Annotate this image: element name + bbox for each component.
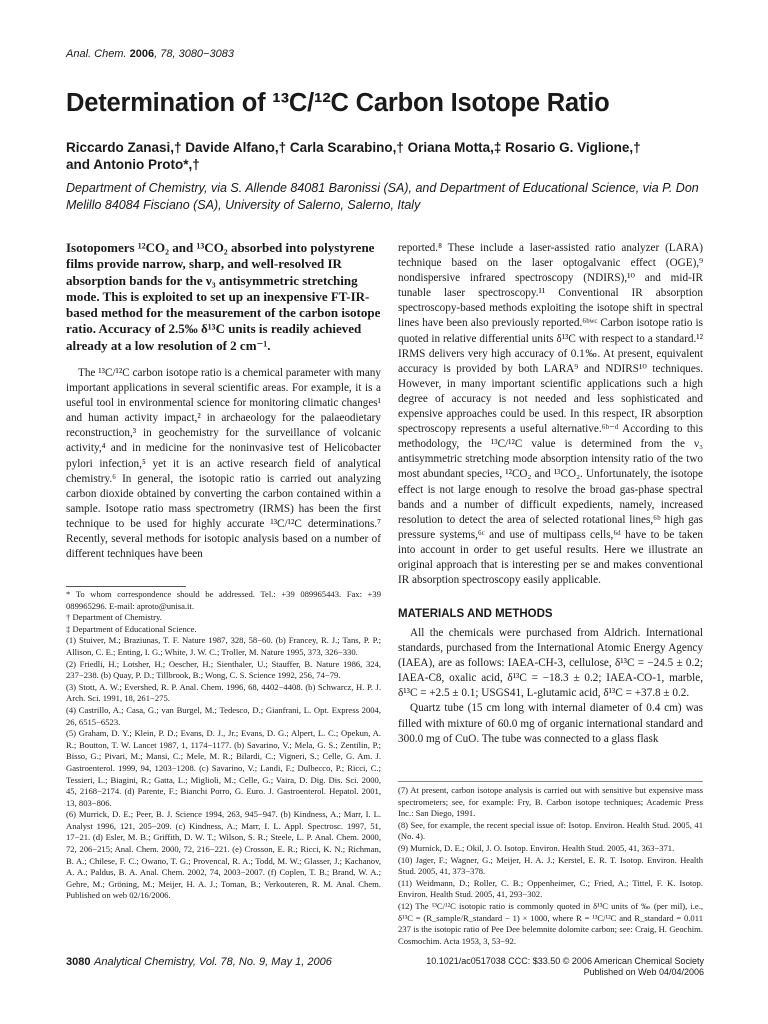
intro-paragraph-continued: reported.⁸ These include a laser-assisted ratio analyzer (LARA) technique based on the laser optogalvanic effect (OGE),⁹ nondispersive infrared spectroscopy (NDIRS),¹⁰ and mid-IR tunable laser spectroscopy.¹¹ Conventional IR absorption spectroscopy-based methods exploiting the isotope shift in spectral lines have been also previously reported.⁶ᵇʷᶜ Carbon isotope ratio is quoted in relative differential units δ¹³C with respect to a standard.¹² IRMS delivers very high accuracy of 0.1‰. At present, equivalent accuracy is provided by both LARA⁹ and NDIRS¹⁰ techniques. However, in many important scientific applications such a high degree of accuracy is not needed and less sophisticated and expensive approaches could be used. In this respect, IR absorption spectroscopy represents a useful alternative.⁶ᵇ⁻ᵈ According to this methodology, the ¹³C/¹²C value is determined from the ν₃ antisymmetric stretching mode absorption intensity ratio of the two most abundant species, ¹²CO₂ and ¹³CO₂. Unfortunately, the isotope effect is not large enough to resolve the broad gas-phase spectral bands and a number of difficult expedients, namely, increased resolution to detect the area of selected rotational lines,⁶ᵇ high gas pressure systems,⁶ᶜ and use of multipass cells,⁶ᵈ have to be taken into account in order to get useful results. Here we illustrate an original approach that is interesting per se and makes conventional IR absorption spectroscopy easily applicable. [398,242,703,587]
reference-2: (2) Friedli, H.; Lotsher, H.; Oescher, H.; Sienthaler, U.; Stauffer, B. Nature 1986, 324, 237−238. (b) Quay, P. D.; Tillbrook, B.; Wong, C. S. Science 1992, 256, 74−79. [66,658,381,681]
reference-10: (10) Jager, F.; Wagner, G.; Meijer, H. A. J.; Kerstel, E. R. T. Isotop. Environ. Health Stud. 2005, 41, 373−378. [398,854,703,877]
reference-5: (5) Graham, D. Y.; Klein, P. D.; Evans, D. J., Jr.; Evans, D. G.; Alpert, L. C.; Opekun, A. R.; Boutton, T. W. Lancet 1987, 1, 1174−1177. (b) Savarino, V.; Mela, G. S.; Zentilin, P.; Bisso, G.; Pivari, M.; Mansi, C.; Mele, M. R.; Bilardi, C.; Vigneri, S.; Celle, G. Am. J. Gastroenterol. 1999, 94, 1203−1208. (c) Savarino, V.; Landi, F.; Dulbecco, P.; Ricci, C.; Tessieri, L.; Biagini, R.; Gatta, L.; Miglioli, M.; Celle, G.; Vaira, D. Dig. Dis. Sci. 2000, 45, 2168−2174. (d) Parente, F.; Bianchi Porro, G. Euro. J. Gastroenterol. Hepatol. 2001, 13, 803−806. [66,728,381,808]
methods-paragraph: Quartz tube (15 cm long with internal diameter of 0.4 cm) was filled with mixture of 60.0 mg of organic international standard and 300.0 mg of CuO. The tube was connected to a glass flask [398,702,703,745]
reference-8: (8) See, for example, the recent special issue of: Isotop. Environ. Health Stud. 2005, 41 (No. 4). [398,819,703,842]
footnotes-left [66,589,381,902]
journal-year: 2006 [129,48,155,60]
article-title: Determination of ¹³C/¹²C Carbon Isotope Ratio [66,89,610,117]
publication-date: Published on Web 04/04/2006 [583,967,704,977]
page-footer [66,956,704,986]
journal-pages: 3080−3083 [178,48,234,60]
reference-11: (11) Weidmann, D.; Roller, C. B.; Oppenheimer, C.; Fried, A.; Tittel, F. K. Isotop. Environ. Health Stud. 2005, 41, 293−302. [398,877,703,900]
footnote: † Department of Chemistry. [66,612,162,623]
author-list: Riccardo Zanasi,† Davide Alfano,† Carla Scarabino,† Oriana Motta,‡ Rosario G. Viglione,† and Antonio Proto*,† [66,140,641,172]
footnote: * To whom correspondence should be addressed. Tel.: +39 089965443. Fax: +39 089965296. E-mail: aproto@unisa.it. [66,589,381,611]
footnote: ‡ Department of Educational Science. [66,623,197,634]
footnote-divider-right [398,781,703,782]
reference-4: (4) Castrillo, A.; Casa, G.; van Burgel, M.; Tedesco, D.; Gianfrani, L. Opt. Express 2004, 26, 6515−6523. [66,704,381,727]
reference-12: (12) The ¹³C/¹²C isotopic ratio is commonly quoted in δ¹³C units of ‰ (per mil), i.e., δ¹³C = (R_sample/R_standard − 1) × 1000, where R = ¹³C/¹²C and R_standard = 0.011 237 is the isotopic ratio of Pee Dee belemnite dolomite carbon; see: Craig, H. Geochim. Cosmochim. Acta 1953, 3, 53−92. [398,900,703,946]
footnotes-right [398,785,703,947]
intro-paragraph: The ¹³C/¹²C carbon isotope ratio is a chemical parameter with many important applications in several scientific areas. For example, it is a useful tool in environmental science for monitoring climatic changes¹ and human activity impact,² in archaeology for the palaeodietary reconstruction,³ in geochemistry for the surveillance of volcanic activity,⁴ and in medicine for the noninvasive test of Helicobacter pylori infection,⁵ yet it is an active research field of analytical chemistry.⁶ In general, the isotopic ratio is carried out analyzing carbon dioxide obtained by converting the carbon contained within a sample. Isotope ratio mass spectrometry (IRMS) has been the first technique to be used for highly accurate ¹³C/¹²C determinations.⁷ Recently, several methods for isotopic analysis based on a number of different techniques have been [66,367,381,561]
methods-section [398,626,703,747]
reference-7: (7) At present, carbon isotope analysis is carried out with sensitive but expensive mass spectrometers; see, for example: Fry, B. Carbon isotope techniques; Academic Press Inc.: San Diego, 1991. [398,785,703,819]
section-heading-methods: MATERIALS AND METHODS [398,608,553,620]
reference-1: (1) Stuiver, M.; Braziunas, T. F. Nature 1987, 328, 58−60. (b) Francey, R. J.; Tans, P. P.; Allison, C. E.; Enting, I. G.; White, J. W. C.; Troller, M. Nature 1995, 373, 326−330. [66,635,381,657]
journal-name: Anal. Chem. [66,48,127,60]
methods-paragraph: All the chemicals were purchased from Aldrich. International standards, purchased from the International Atomic Energy Agency (IAEA), are as follows: IAEA-CH-3, cellulose, δ¹³C = −24.5 ± 0.2; IAEA-C8, oxalic acid, δ¹³C = −18.3 ± 0.2; IAEA-CO-1, marble, δ¹³C = +2.5 ± 0.1; USGS41, L-glutamic acid, δ¹³C = +37.8 ± 0.2. [398,627,703,700]
journal-issue: Analytical Chemistry, Vol. 78, No. 9, May 1, 2006 [94,956,332,968]
footnote-divider-left [66,586,186,587]
journal-citation: Anal. Chem. 2006, 78, 3080−3083 [66,48,234,60]
introduction-right-column [398,241,703,588]
reference-3: (3) Stott, A. W.; Evershed, R. P. Anal. Chem. 1996, 68, 4402−4408. (b) Schwarcz, H. P. J. Arch. Sci. 1991, 18, 261−275. [66,681,381,704]
affiliation: Department of Chemistry, via S. Allende 84081 Baronissi (SA), and Department of Educational Science, via P. Don Melillo 84084 Fisciano (SA), University of Salerno, Salerno, Italy [66,181,699,212]
abstract: Isotopomers ¹²CO₂ and ¹³CO₂ absorbed into polystyrene films provide narrow, sharp, and well-resolved IR absorption bands for the ν₃ antisymmetric stretching mode. This is exploited to set up an inexpensive FT-IR-based method for the measurement of the carbon isotope ratio. Accuracy of 2.5‰ δ¹³C units is readily achieved already at a low resolution of 2 cm⁻¹. [66,240,381,353]
page-number: 3080 [66,956,91,968]
introduction-left-column [66,366,381,562]
journal-volume: 78 [160,48,173,60]
doi-copyright: 10.1021/ac0517038 CCC: $33.50 © 2006 American Chemical Society [426,956,704,966]
reference-9: (9) Murnick, D. E.; Okil, J. O. Isotop. Environ. Health Stud. 2005, 41, 363−371. [398,842,675,853]
reference-6: (6) Murrick, D. E.; Peer, B. J. Science 1994, 263, 945−947. (b) Kindness, A.; Marr, I. L. Analyst 1996, 121, 205−209. (c) Kindness, A.; Marr, I. L. Appl. Spectrosc. 1997, 51, 17−21. (d) Esler, M. B.; Griffith, D. W. T.; Wilson, S. R.; Steele, L. P. Anal. Chem. 2000, 72, 206−215; Anal. Chem. 2000, 72, 216−221. (e) Crosson, E. R.; Ricci, K. N.; Richman, B. A.; Chilese, F. C.; Owano, T. G.; Provencal, R. A.; Todd, M. W.; Glasser, J.; Kachanov, A. A.; Paldus, B. A. Anal. Chem. 2002, 74, 2003−2007. (f) Coplen, T. B.; Brand, W. A.; Gehre, M.; Gröning, M.; Meijer, H. A. J.; Toman, B.; Verkouteren, R. M. Anal. Chem. Published on web 02/16/2006. [66,809,381,901]
